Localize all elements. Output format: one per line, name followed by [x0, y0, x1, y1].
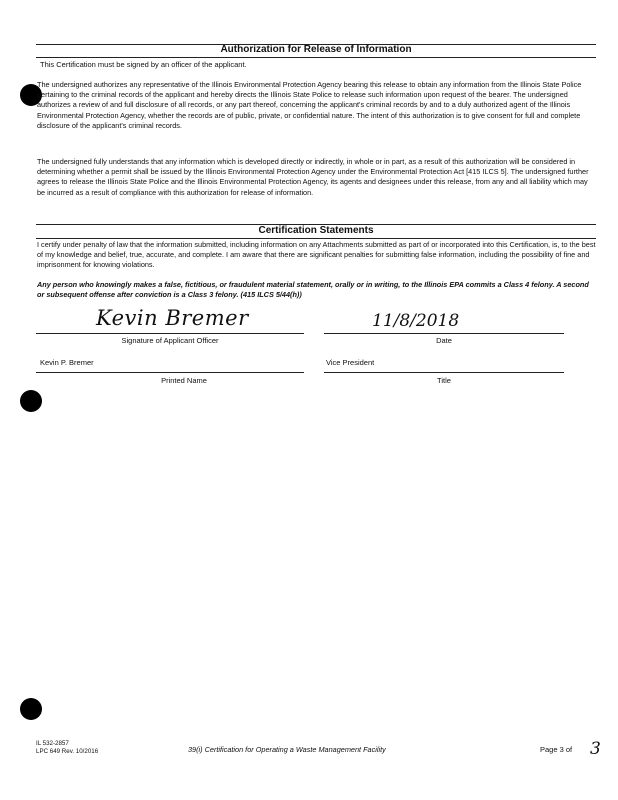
applicant-signature: Kevin Bremer: [96, 306, 249, 330]
punch-hole-bottom: [20, 698, 42, 720]
form-id: IL 532-2857: [36, 740, 69, 747]
felony-warning: Any person who knowingly makes a false, fictitious, or fraudulent material statement, orally or in writing, to the Illinois EPA commits a Class 4 felony. A second or subsequent offense after conviction is a Class 3 felony. (415 ILCS 5/44(h)): [37, 280, 589, 300]
signature-label: Signature of Applicant Officer: [121, 336, 219, 345]
form-revision: LPC 649 Rev. 10/2016: [36, 748, 99, 755]
printed-name-line: [36, 372, 304, 373]
cert-title-rule: [36, 238, 596, 239]
date-line: [324, 333, 564, 334]
section-title-rule: [36, 57, 596, 58]
signature-line: [36, 333, 304, 334]
certification-title: Certification Statements: [258, 225, 374, 236]
page-total-handwritten: 3: [590, 739, 601, 759]
title-line: [324, 372, 564, 373]
punch-hole-middle: [20, 390, 42, 412]
release-note: This Certification must be signed by an officer of the applicant.: [40, 60, 247, 69]
release-title: Authorization for Release of Information: [220, 44, 412, 55]
date-label: Date: [436, 336, 452, 345]
release-paragraph-2: The undersigned fully understands that any information which is developed directly or indirectly, in whole or in part, as a result of this authorization will be considered in determining whether a permit shall be issued by the Illinois Environmental Protection Agency under the Environmental Protection Act [415 ILCS 5]. The undersigned further agrees to release the Illinois State Police and the Illinois Environmental Protection Agency, its agents and designees under this release, from any and all liability which may be incurred as a result of compliance with this authorization for release of information.: [37, 157, 589, 197]
form-title: 39(i) Certification for Operating a Waste Management Facility: [188, 745, 386, 754]
certification-paragraph: I certify under penalty of law that the information submitted, including information on any Attachments submitted as part of or incorporated into this Certification, is, to the best of my knowledge and belief, true, accurate, and complete. I am aware that there are significant penalties for submitting false information, including the possibility of fine and imprisonment for knowing violations.: [37, 240, 596, 270]
date-value: 11/8/2018: [372, 311, 460, 331]
release-paragraph-1: The undersigned authorizes any representative of the Illinois Environmental Protection Agency bearing this release to obtain any information from the Illinois State Police pertaining to the criminal records of the applicant and hereby directs the Illinois State Police to release such information upon request of the bearer. The undersigned authorizes a review of and full disclosure of all records, or any part thereof, concerning the applicant's criminal records by and to a duly authorized agent of the Illinois Environmental Protection Agency, whether the records are of public, private, or confidential nature. The intent of this authorization is to give consent for full and complete disclosure of the applicant's criminal records.: [37, 80, 582, 130]
printed-name-label: Printed Name: [161, 376, 207, 385]
printed-name-value: Kevin P. Bremer: [40, 358, 94, 367]
title-value: Vice President: [326, 358, 375, 367]
title-label: Title: [437, 376, 451, 385]
page-number-text: Page 3 of: [540, 745, 573, 754]
